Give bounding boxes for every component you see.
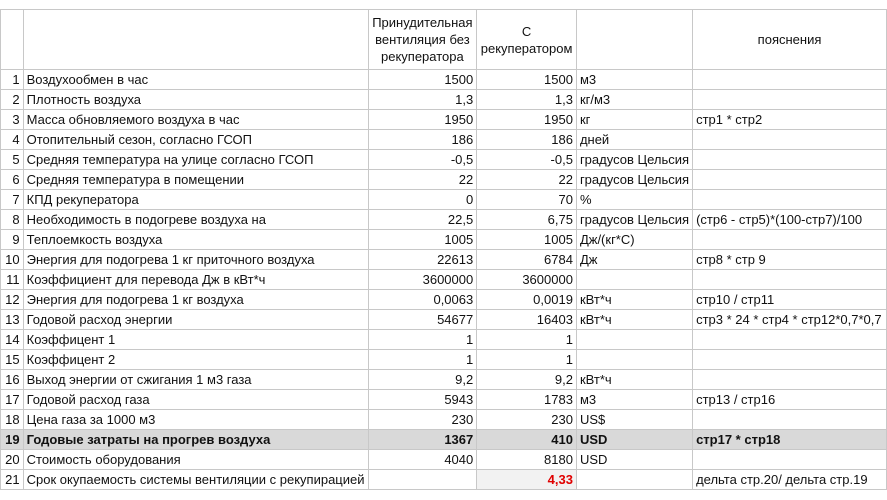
table-row	[1, 310, 887, 330]
forced-ventilation-value-cell[interactable]: 5943	[368, 390, 477, 410]
note-cell[interactable]	[693, 370, 887, 390]
forced-ventilation-value-cell[interactable]: 1500	[368, 70, 477, 90]
recuperator-value-cell[interactable]: 1	[477, 350, 577, 370]
forced-ventilation-value-cell[interactable]: 22613	[368, 250, 477, 270]
unit-cell[interactable]: кг	[576, 110, 692, 130]
unit-cell[interactable]: м3	[576, 390, 692, 410]
row-number-cell[interactable]: 7	[1, 190, 24, 210]
forced-ventilation-value-cell[interactable]: 1367	[368, 430, 477, 450]
parameter-name-cell[interactable]: Теплоемкость воздуха	[23, 230, 368, 250]
recuperator-value-cell[interactable]: -0,5	[477, 150, 577, 170]
forced-ventilation-value-cell[interactable]: 0	[368, 190, 477, 210]
unit-cell[interactable]: кг/м3	[576, 90, 692, 110]
table-row	[1, 450, 887, 470]
parameter-name-cell[interactable]: Годовой расход газа	[23, 390, 368, 410]
recuperator-value-cell[interactable]: 186	[477, 130, 577, 150]
recuperator-value-cell[interactable]: 1783	[477, 390, 577, 410]
unit-cell[interactable]: кВт*ч	[576, 370, 692, 390]
unit-cell[interactable]: %	[576, 190, 692, 210]
row-number-cell[interactable]: 2	[1, 90, 24, 110]
table-row	[1, 290, 887, 310]
unit-cell[interactable]	[576, 470, 692, 490]
parameter-name-cell[interactable]: Годовой расход энергии	[23, 310, 368, 330]
unit-cell[interactable]: Дж	[576, 250, 692, 270]
note-cell[interactable]: стр3 * 24 * стр4 * стр12*0,7*0,7	[693, 310, 887, 330]
unit-cell[interactable]: градусов Цельсия	[576, 170, 692, 190]
parameter-name-cell[interactable]: Плотность воздуха	[23, 90, 368, 110]
row-number-cell[interactable]: 15	[1, 350, 24, 370]
table-row	[1, 330, 887, 350]
note-cell[interactable]: стр8 * стр 9	[693, 250, 887, 270]
table-row	[1, 70, 887, 90]
row-number-cell[interactable]: 18	[1, 410, 24, 430]
recuperator-value-cell[interactable]: 410	[477, 430, 577, 450]
note-cell[interactable]	[693, 450, 887, 470]
forced-ventilation-value-cell[interactable]: -0,5	[368, 150, 477, 170]
table-row	[1, 90, 887, 110]
row-number-cell[interactable]: 13	[1, 310, 24, 330]
unit-cell[interactable]	[576, 350, 692, 370]
note-cell[interactable]: стр1 * стр2	[693, 110, 887, 130]
unit-cell[interactable]: US$	[576, 410, 692, 430]
table-row	[1, 190, 887, 210]
recuperator-value-cell[interactable]: 16403	[477, 310, 577, 330]
table-row	[1, 470, 887, 490]
row-number-cell[interactable]: 10	[1, 250, 24, 270]
parameter-name-cell[interactable]: Масса обновляемого воздуха в час	[23, 110, 368, 130]
forced-ventilation-value-cell[interactable]: 22,5	[368, 210, 477, 230]
header-cell-unit[interactable]	[576, 10, 692, 70]
parameter-name-cell[interactable]: Коэффицент 2	[23, 350, 368, 370]
recuperator-value-cell[interactable]: 4,33	[477, 470, 577, 490]
table-row	[1, 270, 887, 290]
note-cell[interactable]	[693, 90, 887, 110]
row-number-cell[interactable]: 6	[1, 170, 24, 190]
recuperator-value-cell[interactable]: 6784	[477, 250, 577, 270]
row-number-cell[interactable]: 17	[1, 390, 24, 410]
header-with-recuperator[interactable]: С рекуператором	[477, 10, 577, 70]
table-row	[1, 430, 887, 450]
unit-cell[interactable]: градусов Цельсия	[576, 150, 692, 170]
forced-ventilation-value-cell[interactable]: 0,0063	[368, 290, 477, 310]
recuperator-value-cell[interactable]: 1500	[477, 70, 577, 90]
note-cell[interactable]	[693, 270, 887, 290]
row-number-cell[interactable]: 8	[1, 210, 24, 230]
note-cell[interactable]: (стр6 - стр5)*(100-стр7)/100	[693, 210, 887, 230]
unit-cell[interactable]: кВт*ч	[576, 290, 692, 310]
recuperator-value-cell[interactable]: 8180	[477, 450, 577, 470]
parameter-name-cell[interactable]: Коэффицент 1	[23, 330, 368, 350]
parameter-name-cell[interactable]: Коэффициент для перевода Дж в кВт*ч	[23, 270, 368, 290]
parameter-name-cell[interactable]: Срок окупаемость системы вентиляции с рекупирацией	[23, 470, 368, 490]
forced-ventilation-value-cell[interactable]: 9,2	[368, 370, 477, 390]
parameter-name-cell[interactable]: Отопительный сезон, согласно ГСОП	[23, 130, 368, 150]
unit-cell[interactable]: кВт*ч	[576, 310, 692, 330]
note-cell[interactable]	[693, 170, 887, 190]
table-row	[1, 230, 887, 250]
row-number-cell[interactable]: 5	[1, 150, 24, 170]
recuperator-value-cell[interactable]: 0,0019	[477, 290, 577, 310]
forced-ventilation-value-cell[interactable]: 3600000	[368, 270, 477, 290]
forced-ventilation-value-cell[interactable]: 1005	[368, 230, 477, 250]
note-cell[interactable]	[693, 230, 887, 250]
forced-ventilation-value-cell[interactable]: 1	[368, 350, 477, 370]
recuperator-value-cell[interactable]: 1	[477, 330, 577, 350]
row-number-cell[interactable]: 1	[1, 70, 24, 90]
forced-ventilation-value-cell[interactable]: 186	[368, 130, 477, 150]
header-cell-name[interactable]	[23, 10, 368, 70]
data-table	[0, 9, 887, 490]
note-cell[interactable]	[693, 330, 887, 350]
forced-ventilation-value-cell[interactable]: 54677	[368, 310, 477, 330]
row-number-cell[interactable]: 19	[1, 430, 24, 450]
row-number-cell[interactable]: 12	[1, 290, 24, 310]
table-row	[1, 390, 887, 410]
unit-cell[interactable]	[576, 330, 692, 350]
table-row	[1, 110, 887, 130]
table-row	[1, 150, 887, 170]
row-number-cell[interactable]: 4	[1, 130, 24, 150]
recuperator-value-cell[interactable]: 3600000	[477, 270, 577, 290]
recuperator-value-cell[interactable]: 230	[477, 410, 577, 430]
forced-ventilation-value-cell[interactable]: 1,3	[368, 90, 477, 110]
parameter-name-cell[interactable]: Средняя температура на улице согласно ГСОП	[23, 150, 368, 170]
table-row	[1, 170, 887, 190]
unit-cell[interactable]: м3	[576, 70, 692, 90]
row-number-cell[interactable]: 11	[1, 270, 24, 290]
forced-ventilation-value-cell[interactable]: 1950	[368, 110, 477, 130]
note-cell[interactable]: стр13 / стр16	[693, 390, 887, 410]
unit-cell[interactable]: USD	[576, 430, 692, 450]
unit-cell[interactable]: дней	[576, 130, 692, 150]
recuperator-value-cell[interactable]: 1950	[477, 110, 577, 130]
note-cell[interactable]	[693, 150, 887, 170]
header-forced-ventilation[interactable]: Принудительная вентиляция без рекуператора	[368, 10, 477, 70]
parameter-name-cell[interactable]: Годовые затраты на прогрев воздуха	[23, 430, 368, 450]
header-row	[1, 10, 887, 70]
row-number-cell[interactable]: 16	[1, 370, 24, 390]
note-cell[interactable]	[693, 70, 887, 90]
note-cell[interactable]	[693, 410, 887, 430]
table-row	[1, 370, 887, 390]
table-row	[1, 410, 887, 430]
table-row	[1, 250, 887, 270]
forced-ventilation-value-cell[interactable]: 1	[368, 330, 477, 350]
header-notes[interactable]: пояснения	[693, 10, 887, 70]
parameter-name-cell[interactable]: Воздухообмен в час	[23, 70, 368, 90]
parameter-name-cell[interactable]: Стоимость оборудования	[23, 450, 368, 470]
note-cell[interactable]: стр10 / стр11	[693, 290, 887, 310]
row-number-cell[interactable]: 9	[1, 230, 24, 250]
forced-ventilation-value-cell[interactable]: 230	[368, 410, 477, 430]
recuperator-value-cell[interactable]: 1,3	[477, 90, 577, 110]
note-cell[interactable]	[693, 350, 887, 370]
parameter-name-cell[interactable]: КПД рекуператора	[23, 190, 368, 210]
unit-cell[interactable]: градусов Цельсия	[576, 210, 692, 230]
forced-ventilation-value-cell[interactable]: 22	[368, 170, 477, 190]
row-number-cell[interactable]: 20	[1, 450, 24, 470]
forced-ventilation-value-cell[interactable]	[368, 470, 477, 490]
parameter-name-cell[interactable]: Цена газа за 1000 м3	[23, 410, 368, 430]
parameter-name-cell[interactable]: Средняя температура в помещении	[23, 170, 368, 190]
note-cell[interactable]: стр17 * стр18	[693, 430, 887, 450]
recuperator-value-cell[interactable]: 22	[477, 170, 577, 190]
row-number-cell[interactable]: 14	[1, 330, 24, 350]
header-cell-index[interactable]	[1, 10, 24, 70]
note-cell[interactable]: дельта стр.20/ дельта стр.19	[693, 470, 887, 490]
unit-cell[interactable]: Дж/(кг*С)	[576, 230, 692, 250]
row-number-cell[interactable]: 21	[1, 470, 24, 490]
recuperator-value-cell[interactable]: 6,75	[477, 210, 577, 230]
parameter-name-cell[interactable]: Выход энергии от сжигания 1 м3 газа	[23, 370, 368, 390]
recuperator-value-cell[interactable]: 70	[477, 190, 577, 210]
table-row	[1, 350, 887, 370]
parameter-name-cell[interactable]: Энергия для подогрева 1 кг воздуха	[23, 290, 368, 310]
table-row	[1, 130, 887, 150]
row-number-cell[interactable]: 3	[1, 110, 24, 130]
unit-cell[interactable]: USD	[576, 450, 692, 470]
recuperator-value-cell[interactable]: 9,2	[477, 370, 577, 390]
note-cell[interactable]	[693, 130, 887, 150]
unit-cell[interactable]	[576, 270, 692, 290]
parameter-name-cell[interactable]: Необходимость в подогреве воздуха на	[23, 210, 368, 230]
note-cell[interactable]	[693, 190, 887, 210]
forced-ventilation-value-cell[interactable]: 4040	[368, 450, 477, 470]
parameter-name-cell[interactable]: Энергия для подогрева 1 кг приточного воздуха	[23, 250, 368, 270]
table-row	[1, 210, 887, 230]
recuperator-value-cell[interactable]: 1005	[477, 230, 577, 250]
